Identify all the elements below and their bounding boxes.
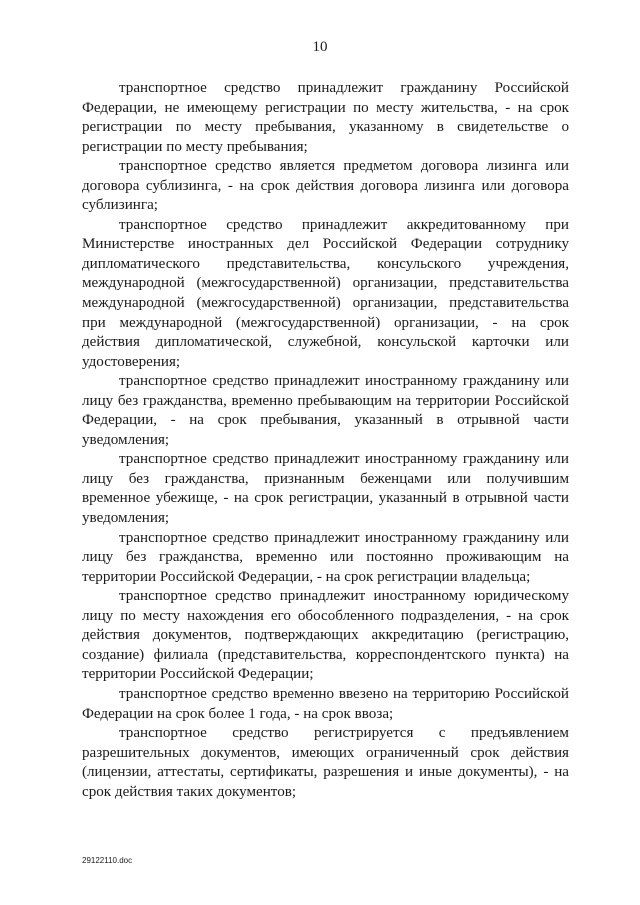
- paragraph-6: транспортное средство принадлежит иностранному гражданину или лицу без гражданства, временно или постоянно проживающим на территории Российской Федерации, - на срок регистрации владельца;: [82, 529, 569, 585]
- paragraph-3: транспортное средство принадлежит аккредитованному при Министерстве иностранных дел Российской Федерации сотруднику дипломатического представительства, консульского учреждения, международной (межгосударственной) организации, представительства международной (межгосударственной) организации, представительства при международной (межгосударственной) организации, - на срок действия дипломатической, служебной, консульской карточки или удостоверения;: [82, 216, 569, 370]
- document-body: [82, 79, 569, 802]
- paragraph-7: транспортное средство принадлежит иностранному юридическому лицу по месту нахождения его обособленного подразделения, - на срок действия документов, подтверждающих аккредитацию (регистрацию, создание) филиала (представительства, корреспондентского пункта) на территории Российской Федерации;: [82, 588, 569, 683]
- paragraph-4: транспортное средство принадлежит иностранному гражданину или лицу без гражданства, временно пребывающим на территории Российской Федерации, - на срок пребывания, указанный в отрывной части уведомления;: [82, 373, 569, 448]
- paragraph-9: транспортное средство регистрируется с предъявлением разрешительных документов, имеющих ограниченный срок действия (лицензии, аттестаты, сертификаты, разрешения и иные документы), - на срок действия таких документов;: [82, 725, 569, 800]
- page-number: 10: [312, 39, 328, 55]
- paragraph-8: транспортное средство временно ввезено на территорию Российской Федерации на срок более 1 года, - на срок ввоза;: [82, 685, 569, 722]
- paragraph-5: транспортное средство принадлежит иностранному гражданину или лицу без гражданства, признанным беженцами или получившим временное убежище, - на срок регистрации, указанный в отрывной части уведомления;: [82, 451, 569, 527]
- paragraph-2: транспортное средство является предметом договора лизинга или договора сублизинга, - на срок действия договора лизинга или договора сублизинга;: [82, 158, 569, 214]
- paragraph-1: транспортное средство принадлежит гражданину Российской Федерации, не имеющему регистрации по месту жительства, - на срок регистрации по месту пребывания, указанному в свидетельстве о регистрации по месту пребывания;: [82, 80, 569, 155]
- document-file-code: 29122110.doc: [82, 856, 133, 865]
